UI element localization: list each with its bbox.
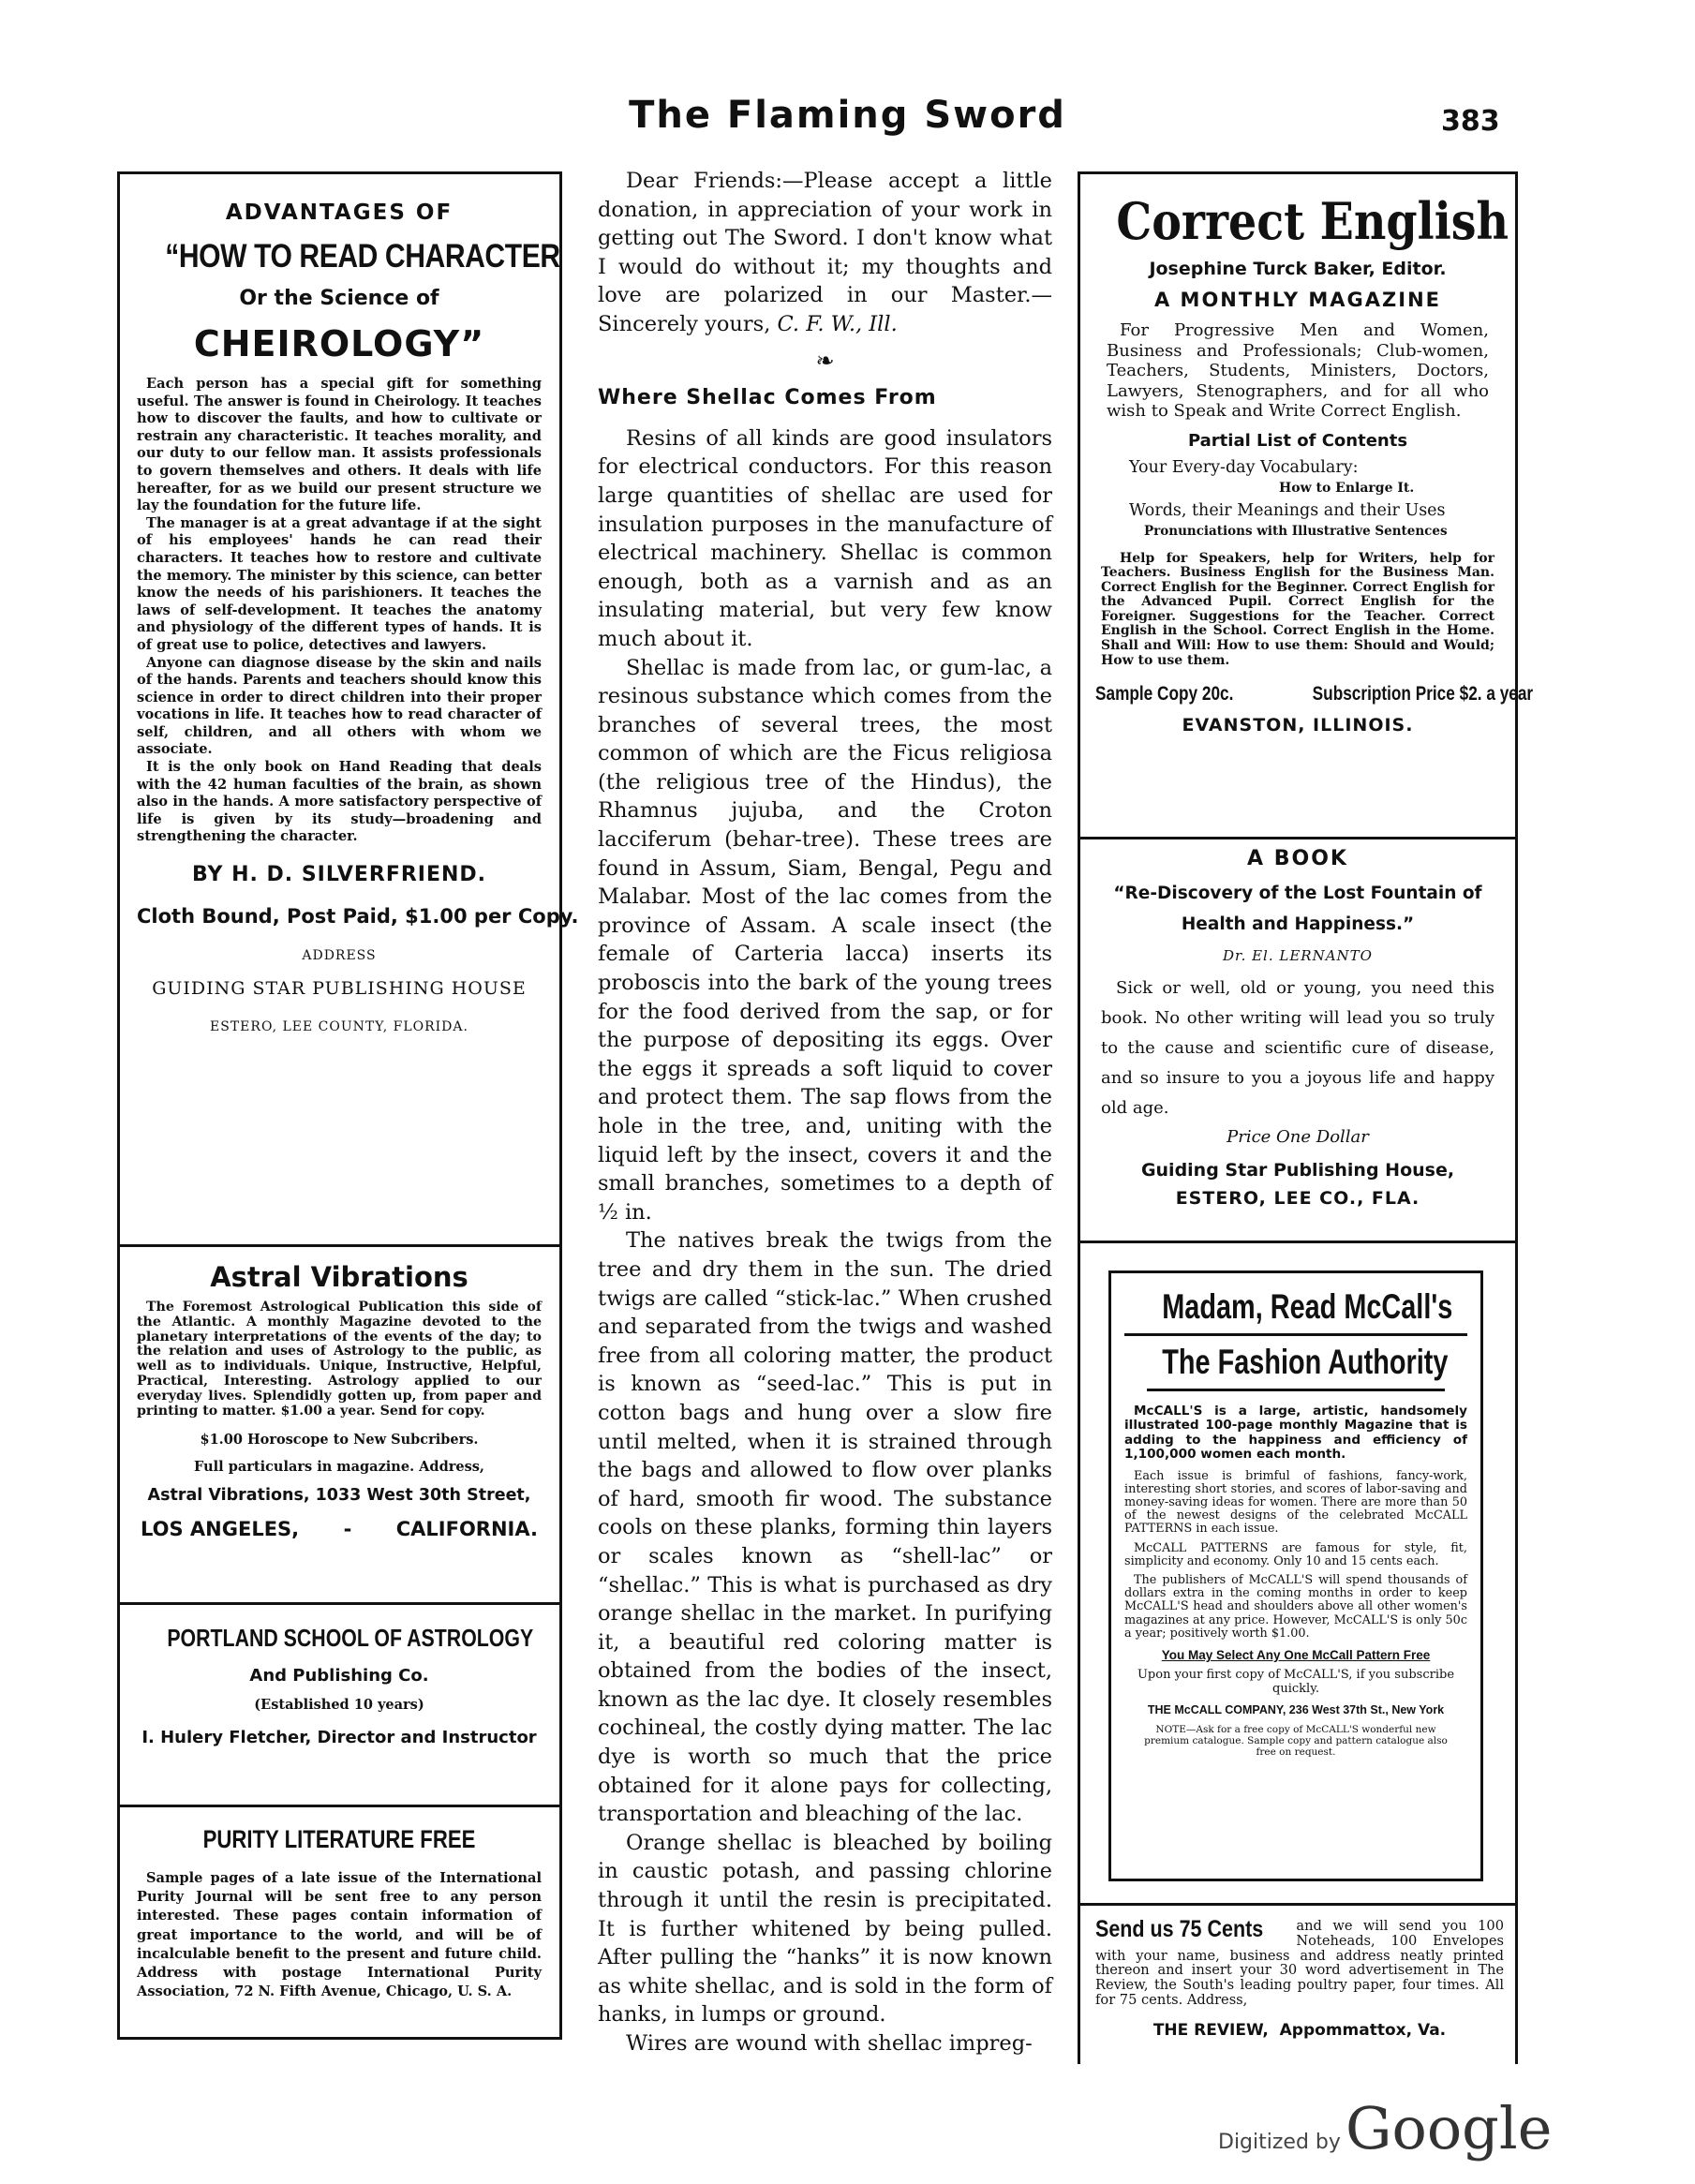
correct-english-monthly: A MONTHLY MAGAZINE xyxy=(1153,289,1442,311)
book-author: Dr. El. LERNANTO xyxy=(1223,947,1373,964)
correct-english-help: Help for Speakers, help for Writers, help for Teachers. Business English for the Business Man. Correct English for the Beginner. Correct English for the Advanced Pupil. Correct English for the Foreigner. Suggestions for the Teacher. Correct English in the School. Correct English in the Home. Shall and Will: How to use them: Should and Would; How to use them. xyxy=(1101,550,1494,668)
astral-body: The Foremost Astrological Publication this side of the Atlantic. A monthly Magazine devoted to the planetary interpretations of the events of the day; to the relation and uses of Astrology to the public, as well as to individuals. Unique, Instructive, Helpful, Practical, Interesting. Astrology applied to our everyday lives. Splendidly gotten up, from paper and printing to matter. $1.00 a year. Send for copy. xyxy=(137,1300,542,1419)
astral-title: Astral Vibrations xyxy=(210,1261,468,1293)
page-number: 383 xyxy=(1441,105,1500,138)
mccalls-lead: McCALL'S is a large, artistic, handsomely illustrated 100-page monthly Magazine that is adding to the happiness and efficiency of 1,100,000 women each month. xyxy=(1124,1404,1467,1463)
cheirology-paragraph: Anyone can diagnose disease by the skin and nails of the hands. Parents and teachers should know this science in order to direct children into their proper vocations in life. It teaches how to read character of self, children, and all others with whom we associate. xyxy=(137,654,542,758)
divider xyxy=(120,1602,559,1605)
mccalls-company: THE McCALL COMPANY, 236 West 37th St., New York xyxy=(1147,1703,1445,1717)
divider xyxy=(1080,1903,1515,1906)
cheirology-ad xyxy=(137,201,579,1035)
correct-english-intro: For Progressive Men and Women, Business and Professionals; Club-women, Teachers, Students, Ministers, Doctors, Lawyers, Stenographers, and for all who wish to Speak and Write Correct English. xyxy=(1107,320,1489,421)
mccalls-headline: The Fashion Authority xyxy=(1162,1343,1449,1381)
purity-literature-ad xyxy=(137,1825,542,2001)
divider xyxy=(1080,837,1515,839)
article-paragraph: Shellac is made from lac, or gum-lac, a resinous substance which comes from the branches of several trees, the most common of which are the Ficus religiosa (the religious tree of the Hindus), the Rhamnus jujuba, and the Croton lacciferum (behar-tree). These trees are found in Assum, Siam, Bengal, Pegu and Malabar. Most of the lac comes from the province of Assam. A scale insect (the female of Carteria lacca) inserts its proboscis into the bark of the young trees for the food derived from the sap, or for the purpose of depositing its eggs. Over the eggs it spreads a soft liquid to cover and protect them. The sap flows from the hole in the tree, and, uniting with the liquid left by the insect, covers it and the small branches, sometimes to a depth of ½ in. xyxy=(598,655,1052,1225)
cheirology-author: BY H. D. SILVERFRIEND. xyxy=(191,863,487,887)
purity-body: Sample pages of a late issue of the International Purity Journal will be sent free to any person interested. These pages contain information of great importance to the world, and will be of incalculable benefit to the present and future child. Address with postage International Purity Association, 72 N. Fifth Avenue, Chicago, U. S. A. xyxy=(137,1870,542,2000)
article-paragraph: Orange shellac is bleached by boiling in caustic potash, and passing chlorine through it until the resin is precipitated. It is further whitened by being pulled. After pulling the “hanks” it is now known as white shellac, and is sold in the form of hanks, in lumps or ground. xyxy=(598,1830,1052,2028)
purity-title: PURITY LITERATURE FREE xyxy=(202,1825,476,1853)
digitized-label: Digitized by xyxy=(1218,2131,1341,2154)
book-label: A BOOK xyxy=(1247,847,1348,870)
divider xyxy=(1124,1333,1467,1336)
book-ad xyxy=(1101,847,1494,1209)
astral-state: CALIFORNIA. xyxy=(395,1518,538,1541)
astral-city: LOS ANGELES, xyxy=(141,1518,300,1541)
running-header: The Flaming Sword xyxy=(629,94,1066,137)
right-column-ads xyxy=(1078,171,1533,2064)
cheirology-title: “HOW TO READ CHARACTER xyxy=(165,238,560,275)
correct-english-city: EVANSTON, ILLINOIS. xyxy=(1182,715,1414,736)
mccalls-ad xyxy=(1108,1270,1483,1881)
portland-established: (Established 10 years) xyxy=(254,1697,424,1713)
digitized-by-google-watermark xyxy=(1218,2094,1552,2162)
contents-item: Your Every-day Vocabulary: xyxy=(1129,457,1359,477)
mccalls-paragraph: The publishers of McCALL'S will spend thousands of dollars extra in the coming months in order to keep McCALL'S head and shoulders above all other women's magazines at any price. However, McCALL'S is only 50c a year; positively worth $1.00. xyxy=(1124,1573,1467,1641)
portland-title: PORTLAND SCHOOL OF ASTROLOGY xyxy=(167,1624,534,1652)
portland-subtitle: And Publishing Co. xyxy=(249,1666,429,1686)
cheirology-subtitle: Or the Science of xyxy=(239,287,439,310)
cheirology-paragraph: Each person has a special gift for something useful. The answer is found in Cheirology. It teaches how to discover the faults, and how to cultivate or restrain any characteristic. It teaches morality, and our duty to our fellow man. It assists professionals to govern themselves and others. It deals with life hereafter, for as we build our present structure we lay the foundation for the future life. xyxy=(137,376,542,514)
advantages-label: ADVANTAGES OF xyxy=(225,201,453,225)
mccalls-headline: Madam, Read McCall's xyxy=(1162,1287,1453,1326)
cheirology-paragraph: It is the only book on Hand Reading that deals with the 42 human faculties of the brain, as shown also in the hands. A more satisfactory perspective of life is given by its study—broadening and strengthening the character. xyxy=(137,759,542,845)
article-paragraph: The natives break the twigs from the tree and dry them in the sun. The dried twigs are called “stick-lac.” When crushed and separated from the twigs and washed free from all coloring matter, the product is known as “seed-lac.” This is put in cotton bags and hung over a slow fire until melted, when it is strained through the bags and allowed to flow over planks of hard, smooth fir wood. The substance cools on these planks, forming thin layers or scales known as “shell-lac” or “shellac.” This is what is purchased as dry orange shellac in the market. In purifying it, a beautiful red coloring matter is obtained from the bodies of the insect, known as the lac dye. It closely resembles cochineal, the costly dying matter. The lac dye is worth so much that the price obtained for it alone pays for collecting, transportation and bleaching of the lac. xyxy=(598,1228,1052,1827)
mccalls-upon: Upon your first copy of McCALL'S, if you subscribe quickly. xyxy=(1137,1668,1455,1697)
publisher-location: ESTERO, LEE COUNTY, FLORIDA. xyxy=(210,1019,468,1035)
astral-vibrations-ad xyxy=(137,1261,542,1540)
book-price: Price One Dollar xyxy=(1227,1127,1369,1147)
review-body: and we will send you 100 Noteheads, 100 Envelopes with your name, business and address neatly printed thereon and insert your 30 word advertisement in The Review, the South's leading poultry paper, four times. All for 75 cents. Address, xyxy=(1095,1918,1504,2008)
publisher-name: GUIDING STAR PUBLISHING HOUSE xyxy=(152,978,527,1000)
article-heading: Where Shellac Comes From xyxy=(598,386,937,410)
contents-item: Words, their Meanings and their Uses xyxy=(1129,500,1446,520)
mccalls-paragraph: McCALL PATTERNS are famous for style, fit, simplicity and economy. Only 10 and 15 cents each. xyxy=(1124,1540,1467,1568)
mccalls-free-pattern: You May Select Any One McCall Pattern Free xyxy=(1161,1648,1431,1663)
book-body: Sick or well, old or young, you need this book. No other writing will lead you so truly to the cause and scientific cure of disease, and so insure to you a joyous life and happy old age. xyxy=(1101,978,1494,1118)
review-headline: Send us 75 Cents xyxy=(1095,1916,1264,1942)
astral-particulars: Full particulars in magazine. Address, xyxy=(194,1459,484,1476)
correct-english-editor: Josephine Turck Baker, Editor. xyxy=(1149,259,1447,279)
correct-english-ad xyxy=(1092,191,1533,736)
portland-school-ad xyxy=(129,1624,549,1747)
contents-item: Pronunciations with Illustrative Sentences xyxy=(1144,523,1448,539)
review-signature: THE REVIEW, Appommattox, Va. xyxy=(1152,2020,1447,2040)
letter-text: Dear Friends:—Please accept a little donation, in appreciation of your work in getting out The Sword. I don't know what I would do without it; my thoughts and love are polarized in our Master.— Sincerely yours, xyxy=(598,169,1052,336)
article-column xyxy=(598,167,1052,2058)
astral-horoscope: $1.00 Horoscope to New Subcribers. xyxy=(200,1432,479,1449)
cheirology-price: Cloth Bound, Post Paid, $1.00 per Copy. xyxy=(137,905,579,929)
contents-title: Partial List of Contents xyxy=(1187,430,1408,451)
book-location: ESTERO, LEE CO., FLA. xyxy=(1175,1188,1420,1209)
astral-dash: - xyxy=(343,1518,352,1541)
cheirology-word: CHEIROLOGY” xyxy=(193,323,485,364)
divider xyxy=(1147,1389,1445,1391)
contents-item: How to Enlarge It. xyxy=(1279,480,1415,496)
subscription-price: Subscription Price $2. a year xyxy=(1312,683,1533,706)
astral-address: Astral Vibrations, 1033 West 30th Street, xyxy=(147,1486,531,1506)
cheirology-paragraph: The manager is at a great advantage if at the sight of his employees' hands he can read their characters. It teaches how to restore and cultivate the memory. The minister by this science, can better know the needs of his parishioners. It teaches the laws of self-development. It teaches the anatomy and physiology of the different types of hands. It is of great use to police, detectives and lawyers. xyxy=(137,514,542,653)
review-ad xyxy=(1095,1916,1504,2040)
ornament-icon: ❧ xyxy=(815,347,835,374)
portland-director: I. Hulery Fletcher, Director and Instructor xyxy=(141,1728,537,1747)
correct-english-title: Correct English xyxy=(1116,191,1509,251)
sample-copy-price: Sample Copy 20c. xyxy=(1095,683,1234,706)
address-label: ADDRESS xyxy=(302,948,377,964)
article-paragraph: Wires are wound with shellac impreg- xyxy=(626,2031,1033,2056)
divider xyxy=(1080,1241,1515,1243)
left-column-ads xyxy=(117,171,579,2040)
divider xyxy=(120,1244,559,1247)
divider xyxy=(120,1805,559,1807)
article-paragraph: Resins of all kinds are good insulators for electrical conductors. For this reason large quantities of shellac are used for insulation purposes in the manufacture of electrical machinery. Shellac is common enough, both as a varnish and as an insulating material, but very few know much about it. xyxy=(598,425,1052,651)
google-logo: Google xyxy=(1346,2094,1553,2162)
book-title: “Re-Discovery of the Lost Fountain of Health and Happiness.” xyxy=(1113,884,1482,934)
book-publisher: Guiding Star Publishing House, xyxy=(1140,1160,1455,1181)
mccalls-note: NOTE—Ask for a free copy of McCALL'S wonderful new premium catalogue. Sample copy and pattern catalogue also free on request. xyxy=(1144,1724,1448,1759)
mccalls-paragraph: Each issue is brimful of fashions, fancy-work, interesting short stories, and scores of labor-saving and money-saving ideas for women. There are more than 50 of the newest designs of the celebrated McCALL PATTERNS in each issue. xyxy=(1124,1468,1467,1537)
letter-signature: C. F. W., Ill. xyxy=(777,311,898,336)
